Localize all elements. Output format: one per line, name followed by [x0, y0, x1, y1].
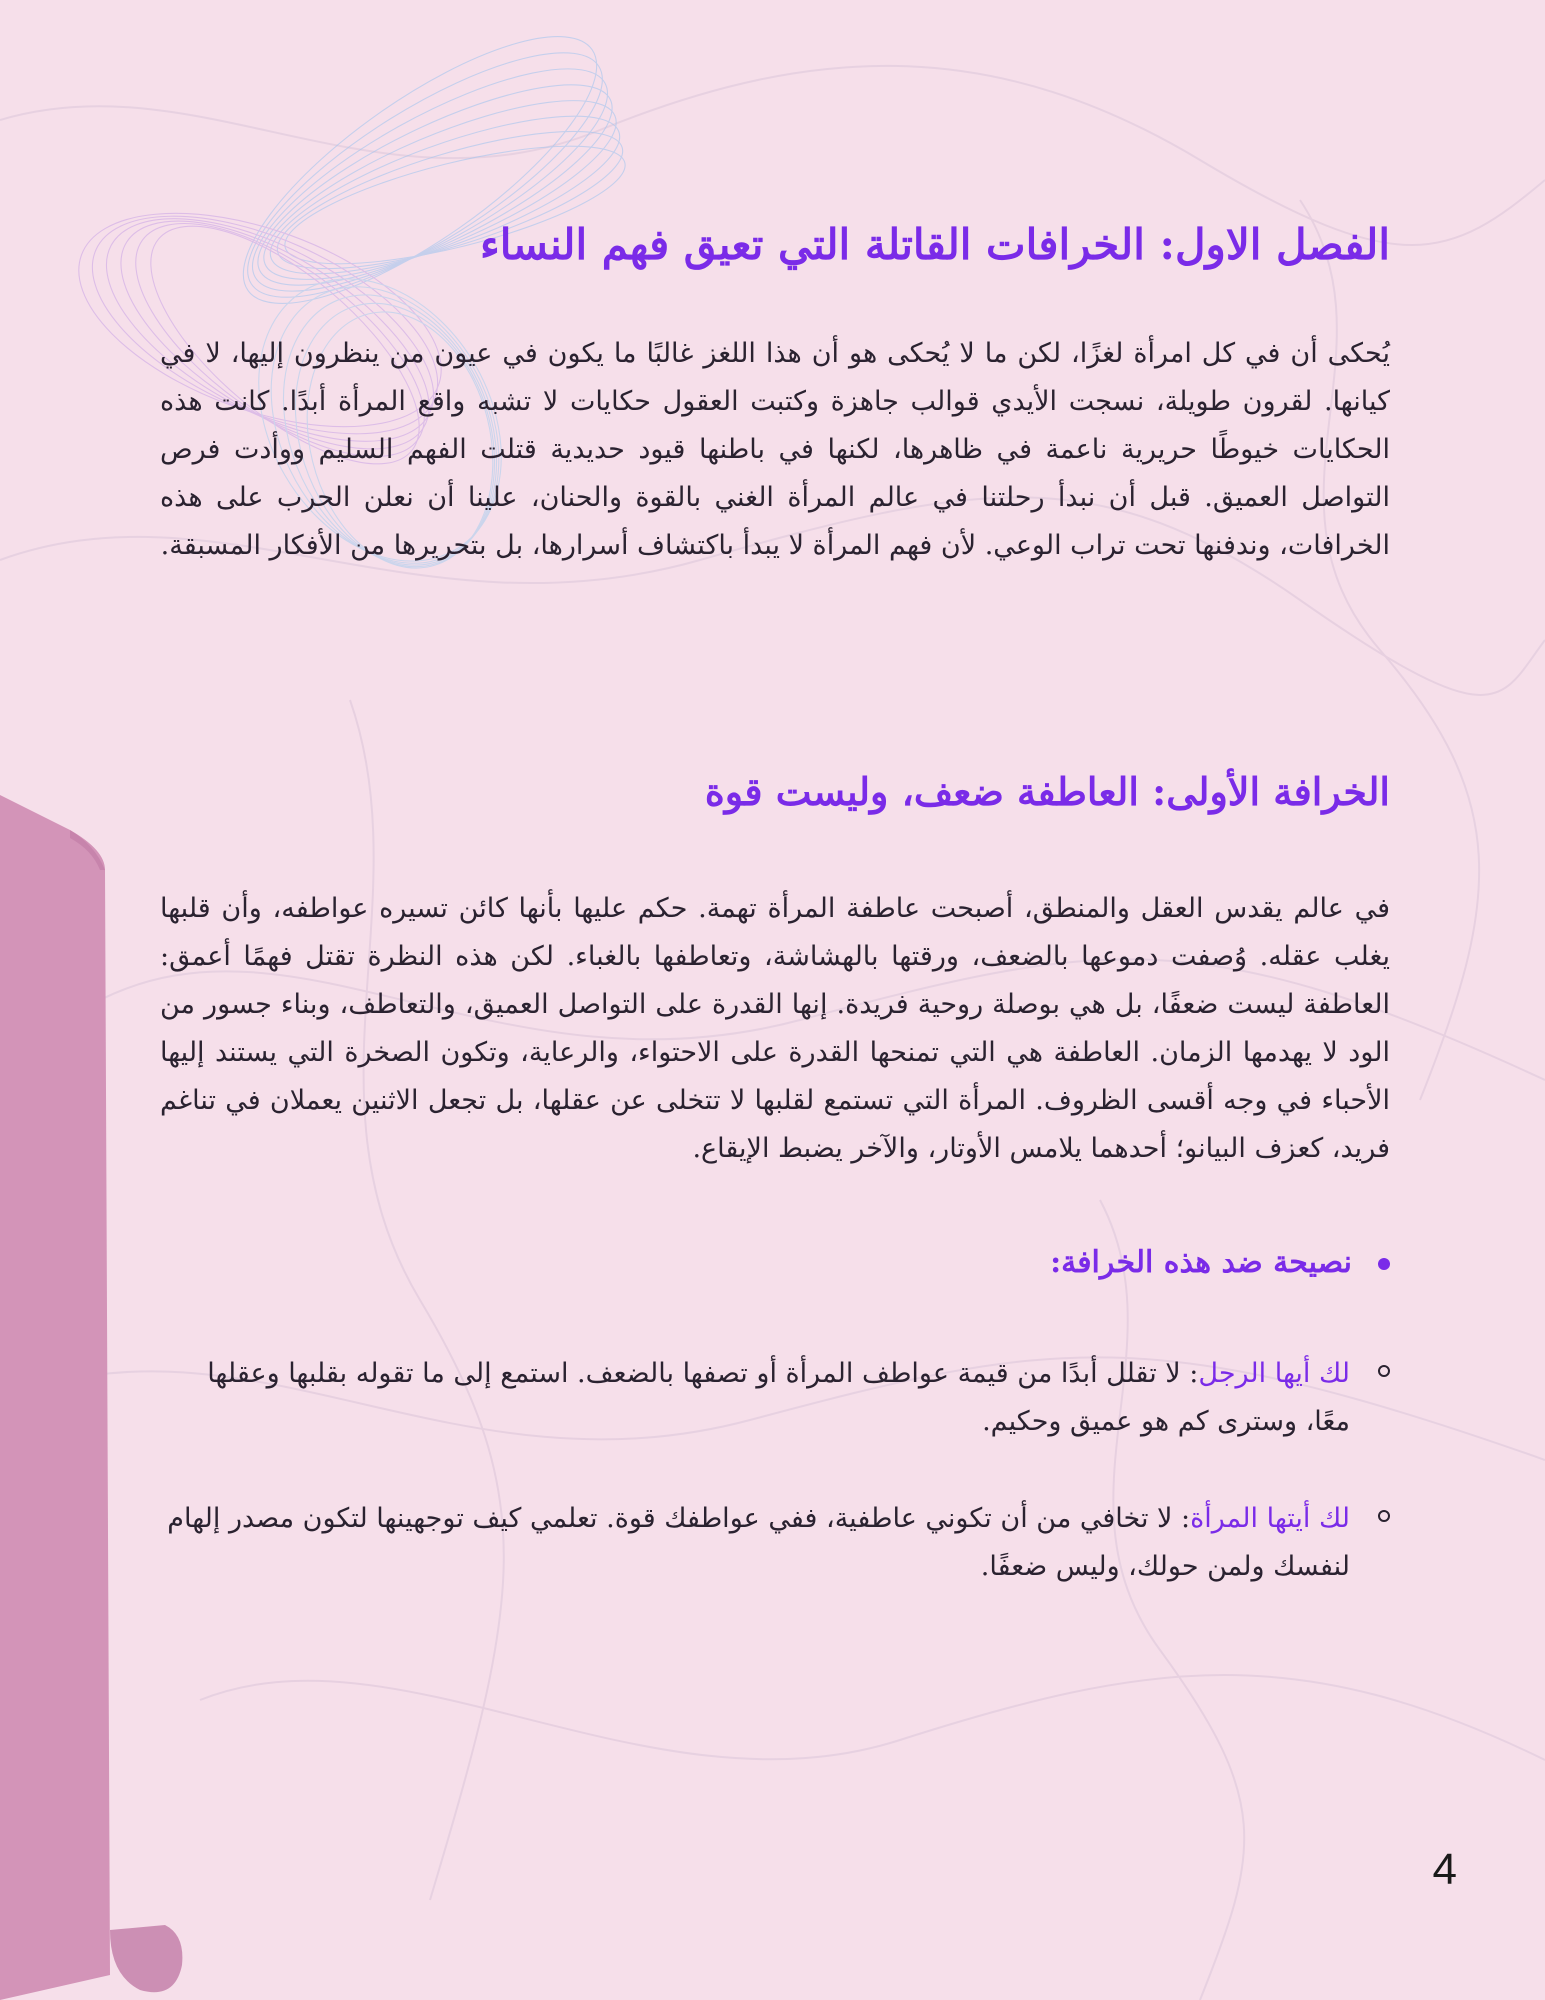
bullet-dot-icon — [1378, 1258, 1390, 1270]
advice-lead: لك أيها الرجل — [1198, 1358, 1350, 1389]
myth-body: في عالم يقدس العقل والمنطق، أصبحت عاطفة المرأة تهمة. حكم عليها بأنها كائن تسيره عواطفه، وأن قلبها يغلب عقله. وُصفت دموعها بالضعف، ورقتها بالهشاشة، وتعاطفها بالغباء. لكن هذه النظرة تقتل فهمًا أعمق: العاطفة ليست ضعفًا، بل هي بوصلة روحية فريدة. إنها القدرة على التواصل العميق، والتعاطف، وبناء جسور من الود لا يهدمها الزمان. العاطفة هي التي تمنحها القدرة على الاحتواء، والرعاية، وتكون الصخرة التي يستند إليها الأحباء في وجه أقسى الظروف. المرأة التي تستمع لقلبها لا تتخلى عن عقلها، بل تجعل الاثنين يعملان في تناغم فريد، كعزف البيانو؛ أحدهما يلامس الأوتار، والآخر يضبط الإيقاع. — [160, 893, 1390, 1164]
myth-title: الخرافة الأولى: العاطفة ضعف، وليست قوة — [704, 769, 1390, 814]
page-number: 4 — [1432, 1845, 1457, 1894]
chapter-title: الفصل الاول: الخرافات القاتلة التي تعيق فهم النساء — [479, 220, 1390, 269]
advice-heading-text: نصيحة ضد هذه الخرافة: — [1050, 1245, 1352, 1280]
circle-bullet-icon — [1378, 1365, 1390, 1377]
chapter-intro: يُحكى أن في كل امرأة لغزًا، لكن ما لا يُحكى هو أن هذا اللغز غالبًا ما يكون في عيون من ينظرون إليها، لا في كيانها. لقرون طويلة، نسجت الأيدي قوالب جاهزة وكتبت العقول حكايات لا تشبه واقع المرأة أبدًا. كانت هذه الحكايات خيوطًا حريرية ناعمة في ظاهرها، لكنها في باطنها قيود حديدية قتلت الفهم السليم ووأدت فرص التواصل العميق. قبل أن نبدأ رحلتنا في عالم المرأة الغني بالقوة والحنان، علينا أن نعلن الحرب على هذه الخرافات، وندفنها تحت تراب الوعي. لأن فهم المرأة لا يبدأ باكتشاف أسرارها، بل بتحريرها من الأفكار المسبقة. — [160, 338, 1390, 561]
advice-lead: لك أيتها المرأة — [1190, 1503, 1350, 1534]
advice-text: : لا تقلل أبدًا من قيمة عواطف المرأة أو تصفها بالضعف. استمع إلى ما تقوله بقلبها وعقلها معًا، وسترى كم هو عميق وحكيم. — [207, 1358, 1350, 1437]
advice-heading — [1050, 1235, 1390, 1291]
advice-item-men — [160, 1350, 1390, 1446]
circle-bullet-icon — [1378, 1510, 1390, 1522]
side-band — [0, 795, 110, 2000]
advice-item-women — [160, 1495, 1390, 1591]
advice-text: : لا تخافي من أن تكوني عاطفية، ففي عواطفك قوة. تعلمي كيف توجهينها لتكون مصدر إلهام لنفسك ولمن حولك، وليس ضعفًا. — [167, 1503, 1350, 1582]
